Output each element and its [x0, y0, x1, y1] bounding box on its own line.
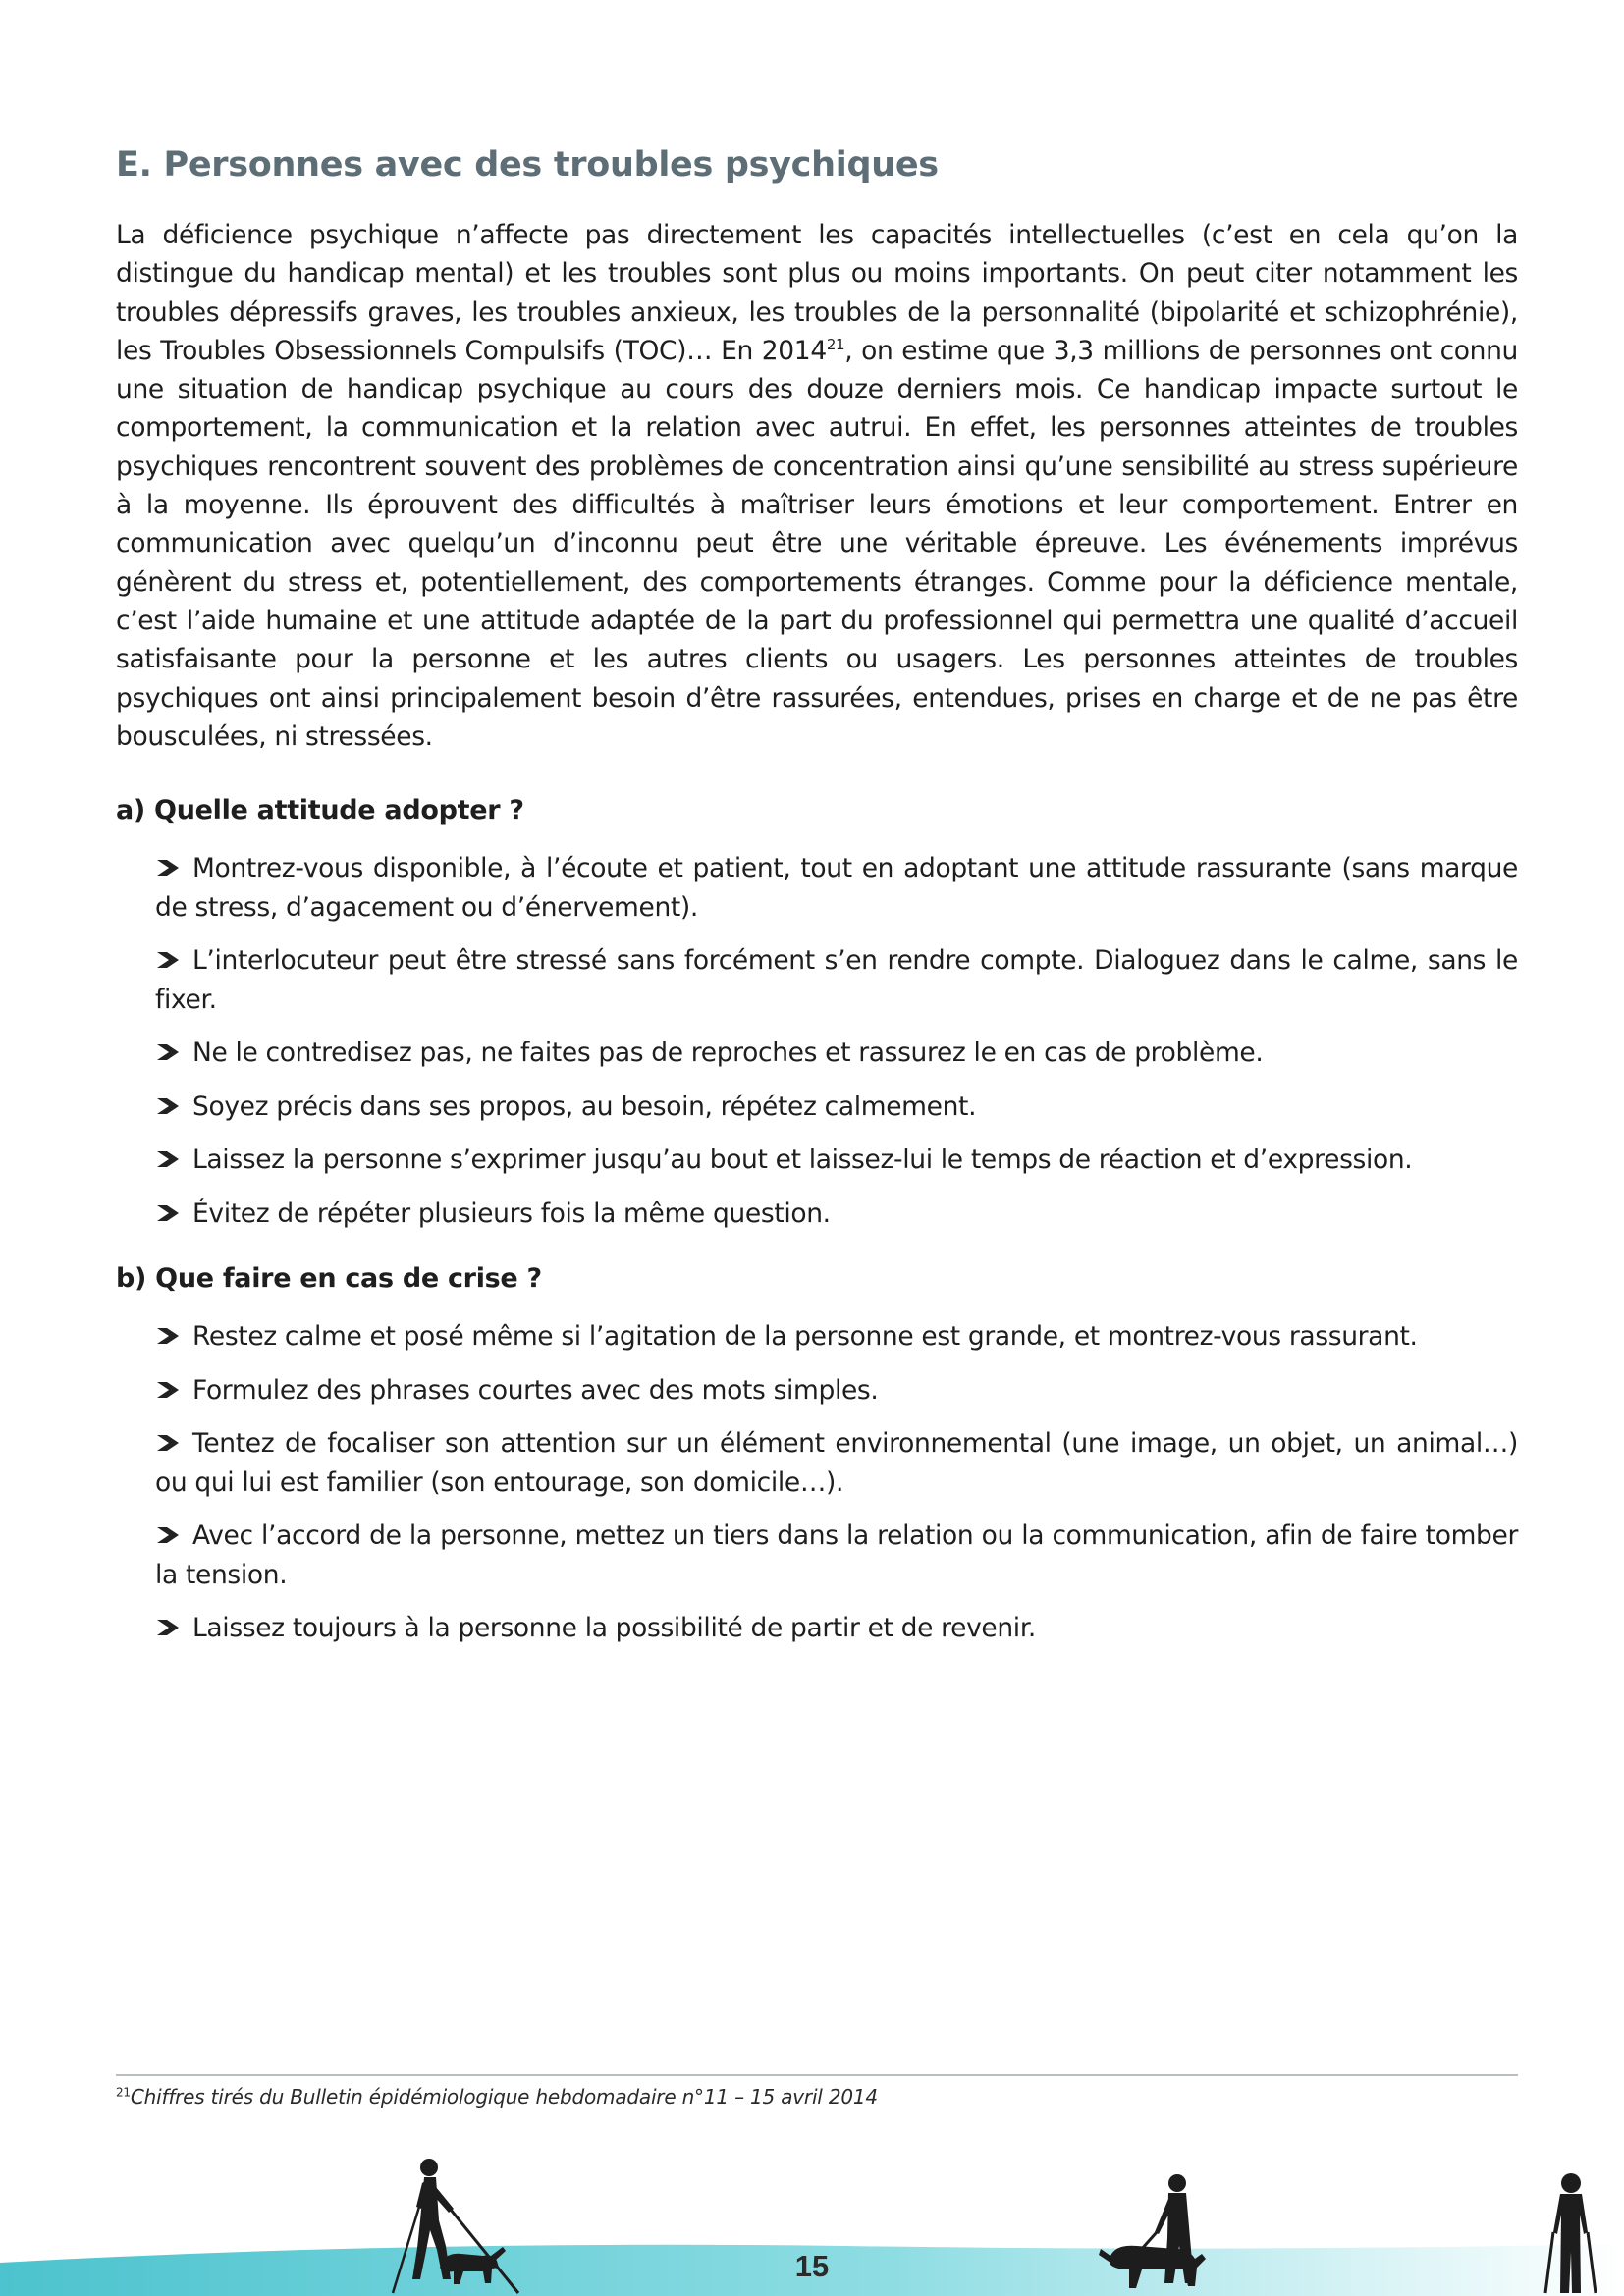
arrow-right-icon — [155, 1617, 185, 1638]
list-item-text: Laissez toujours à la personne la possibilité de partir et de revenir. — [192, 1613, 1037, 1643]
crisis-list — [155, 1317, 1518, 1663]
intro-text-part-2: , on estime que 3,3 millions de personnes ont connu une situation de handicap psychique au cours des douze derniers mois. Ce handicap impacte surtout le comportement, la communication et la relation avec autrui. En effet, les personnes atteintes de troubles psychiques rencontrent souvent des problèmes de concentration ainsi qu’une sensibilité au stress supérieure à la moyenne. Ils éprouvent des difficultés à maîtriser leurs émotions et leur comportement. Entrer en communication avec quelqu’un d’inconnu peut être une véritable épreuve. Les événements imprévus génèrent du stress et, potentiellement, des comportements étranges. Comme pour la déficience mentale, c’est l’aide humaine et une attitude adaptée de la part du professionnel qui permettra une qualité d’accueil satisfaisante pour la personne et les autres clients ou usagers. Les personnes atteintes de troubles psychiques ont ainsi principalement besoin d’être rassurées, entendues, prises en charge et de ne pas être bousculées, ni stressées. — [116, 335, 1519, 752]
list-item-text: Évitez de répéter plusieurs fois la même question. — [192, 1198, 831, 1229]
arrow-right-icon — [155, 1148, 185, 1170]
arrow-right-icon — [155, 1095, 185, 1117]
list-item — [155, 1195, 1518, 1234]
list-item — [155, 941, 1518, 1019]
page-number: 15 — [794, 2249, 830, 2283]
footnote-number: 21 — [116, 2085, 131, 2100]
list-item — [155, 1034, 1518, 1073]
attitude-heading: a) Quelle attitude adopter ? — [116, 795, 524, 826]
list-item — [155, 1141, 1518, 1180]
list-item-text: Avec l’accord de la personne, mettez un tiers dans la relation ou la communication, afin de faire tomber la tension. — [155, 1521, 1518, 1590]
footnote-reference[interactable]: 21 — [826, 336, 845, 354]
footnote — [116, 2085, 878, 2109]
footnote-text: Chiffres tirés du Bulletin épidémiologique hebdomadaire n°11 – 15 avril 2014 — [130, 2085, 878, 2109]
arrow-right-icon — [155, 857, 185, 879]
list-item-text: Laissez la personne s’exprimer jusqu’au bout et laissez-lui le temps de réaction et d’expression. — [192, 1145, 1413, 1175]
list-item — [155, 1371, 1518, 1411]
list-item — [155, 849, 1518, 927]
section-title: E. Personnes avec des troubles psychiques — [116, 145, 939, 185]
arrow-right-icon — [155, 949, 185, 971]
list-item-text: Formulez des phrases courtes avec des mots simples. — [192, 1374, 879, 1406]
attitude-list — [155, 849, 1518, 1248]
arrow-right-icon — [155, 1325, 185, 1347]
list-item-text: Restez calme et posé même si l’agitation de la personne est grande, et montrez-vous rassurant. — [192, 1321, 1418, 1352]
list-item-text: Montrez-vous disponible, à l’écoute et patient, tout en adoptant une attitude rassurante (sans marque de stress, d’agacement ou d’énervement). — [155, 853, 1518, 923]
intro-paragraph — [116, 216, 1518, 756]
list-item-text: Tentez de focaliser son attention sur un élément environnemental (une image, un objet, un animal…) ou qui lui est familier (son entourage, son domicile…). — [155, 1428, 1518, 1498]
arrow-right-icon — [155, 1041, 185, 1063]
list-item-text: Ne le contredisez pas, ne faites pas de reproches et rassurez le en cas de problème. — [192, 1038, 1264, 1068]
list-item — [155, 1317, 1518, 1357]
arrow-right-icon — [155, 1202, 185, 1224]
footnote-divider — [116, 2074, 1518, 2076]
arrow-right-icon — [155, 1379, 185, 1401]
arrow-right-icon — [155, 1432, 185, 1454]
list-item — [155, 1088, 1518, 1127]
list-item — [155, 1609, 1518, 1648]
list-item — [155, 1517, 1518, 1594]
crisis-heading: b) Que faire en cas de crise ? — [116, 1263, 542, 1294]
list-item-text: L’interlocuteur peut être stressé sans forcément s’en rendre compte. Dialoguez dans le calme, sans le fixer. — [155, 945, 1518, 1015]
list-item-text: Soyez précis dans ses propos, au besoin, répétez calmement. — [192, 1091, 977, 1122]
intro-text-part-1: La déficience psychique n’affecte pas directement les capacités intellectuelles (c’est en cela qu’on la distingue du handicap mental) et les troubles sont plus ou moins importants. On peut citer notamment les troubles dépressifs graves, les troubles anxieux, les troubles de la personnalité (bipolarité et schizophrénie), les Troubles Obsessionnels Compulsifs (TOC)… En 2014 — [116, 220, 1518, 366]
list-item — [155, 1424, 1518, 1502]
arrow-right-icon — [155, 1524, 185, 1546]
